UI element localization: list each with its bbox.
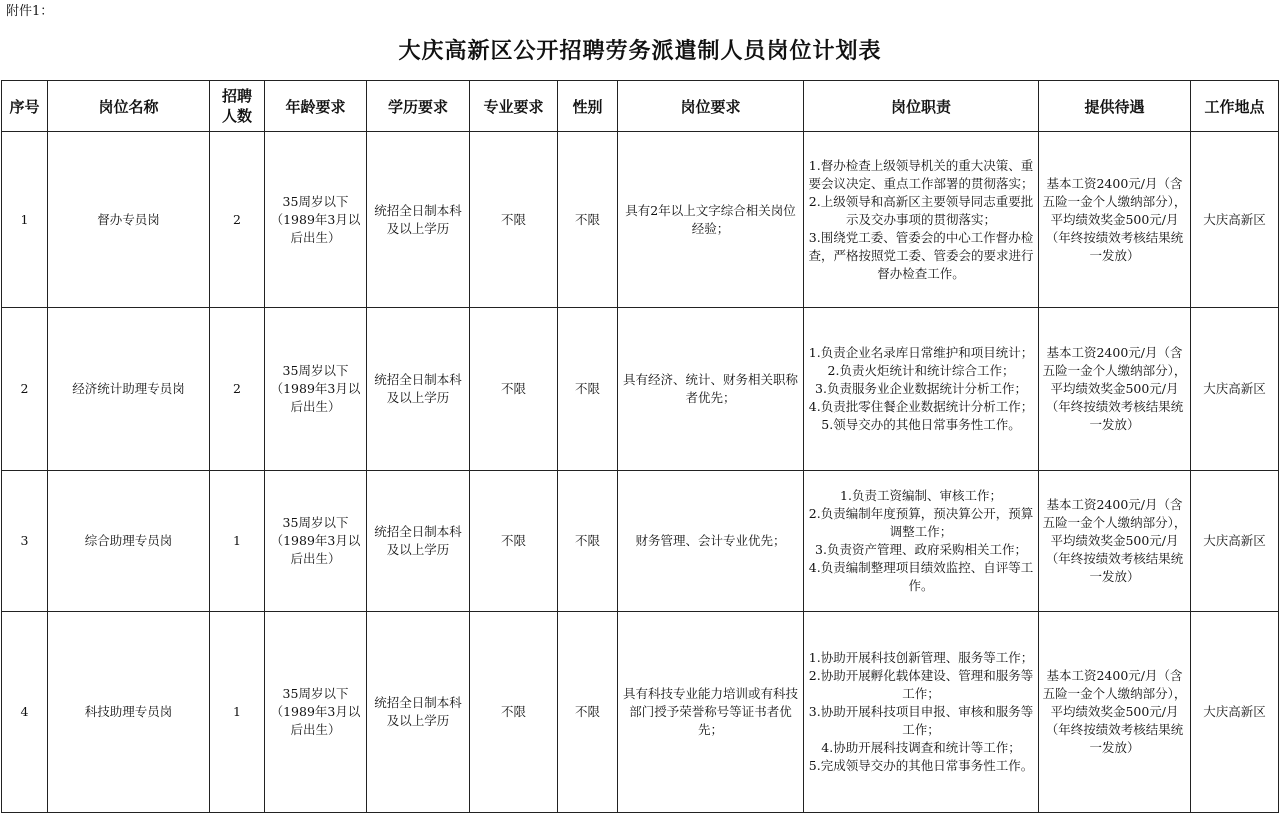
table-header-row	[2, 81, 1279, 132]
cell-benefits: 基本工资2400元/月（含五险一金个人缴纳部分），平均绩效奖金500元/月（年终按绩效考核结果统一发放）	[1039, 308, 1191, 471]
header-age: 年龄要求	[265, 81, 367, 132]
cell-position: 经济统计助理专员岗	[48, 308, 210, 471]
duty-item: 3.协助开展科技项目申报、审核和服务等工作；	[808, 704, 1034, 737]
cell-duties	[804, 471, 1039, 612]
duty-item: 2.上级领导和高新区主要领导同志重要批示及交办事项的贯彻落实；	[808, 193, 1034, 227]
header-location: 工作地点	[1191, 81, 1279, 132]
cell-education: 统招全日制本科及以上学历	[367, 471, 470, 612]
cell-duties	[804, 308, 1039, 471]
cell-location: 大庆高新区	[1191, 471, 1279, 612]
cell-location: 大庆高新区	[1191, 612, 1279, 813]
cell-major: 不限	[470, 612, 558, 813]
cell-position: 督办专员岗	[48, 132, 210, 308]
cell-no: 1	[2, 132, 48, 308]
header-count: 招聘人数	[210, 81, 265, 132]
cell-location: 大庆高新区	[1191, 308, 1279, 471]
cell-duties	[804, 612, 1039, 813]
duty-item: 2.负责编制年度预算，预决算公开，预算调整工作；	[808, 506, 1034, 539]
cell-duties	[804, 132, 1039, 308]
cell-position: 综合助理专员岗	[48, 471, 210, 612]
cell-requirement: 财务管理、会计专业优先；	[618, 471, 804, 612]
header-education: 学历要求	[367, 81, 470, 132]
cell-count: 2	[210, 308, 265, 471]
cell-requirement: 具有科技专业能力培训或有科技部门授予荣誉称号等证书者优先；	[618, 612, 804, 813]
cell-position: 科技助理专员岗	[48, 612, 210, 813]
page-title: 大庆高新区公开招聘劳务派遣制人员岗位计划表	[398, 38, 882, 64]
table-row	[2, 132, 1279, 308]
cell-major: 不限	[470, 132, 558, 308]
header-no: 序号	[2, 81, 48, 132]
cell-requirement: 具有2年以上文字综合相关岗位经验；	[618, 132, 804, 308]
duty-item: 4.负责编制整理项目绩效监控、自评等工作。	[808, 560, 1034, 593]
cell-no: 3	[2, 471, 48, 612]
cell-major: 不限	[470, 308, 558, 471]
cell-location: 大庆高新区	[1191, 132, 1279, 308]
duty-item: 5.完成领导交办的其他日常事务性工作。	[808, 758, 1034, 773]
cell-education: 统招全日制本科及以上学历	[367, 612, 470, 813]
duty-item: 3.围绕党工委、管委会的中心工作督办检查，严格按照党工委、管委会的要求进行督办检查工作。	[808, 229, 1034, 281]
cell-no: 4	[2, 612, 48, 813]
cell-major: 不限	[470, 471, 558, 612]
cell-age: 35周岁以下（1989年3月以后出生）	[265, 471, 367, 612]
duty-item: 1.负责工资编制、审核工作；	[840, 488, 1002, 503]
duty-item: 5.领导交办的其他日常事务性工作。	[821, 417, 1021, 432]
header-benefits: 提供待遇	[1039, 81, 1191, 132]
header-requirement: 岗位要求	[618, 81, 804, 132]
cell-gender: 不限	[558, 308, 618, 471]
header-gender: 性别	[558, 81, 618, 132]
cell-education: 统招全日制本科及以上学历	[367, 308, 470, 471]
cell-count: 2	[210, 132, 265, 308]
cell-benefits: 基本工资2400元/月（含五险一金个人缴纳部分），平均绩效奖金500元/月（年终按绩效考核结果统一发放）	[1039, 132, 1191, 308]
cell-gender: 不限	[558, 471, 618, 612]
cell-count: 1	[210, 612, 265, 813]
cell-gender: 不限	[558, 612, 618, 813]
cell-age: 35周岁以下（1989年3月以后出生）	[265, 132, 367, 308]
duty-item: 2.协助开展孵化载体建设、管理和服务等工作；	[808, 668, 1034, 701]
cell-age: 35周岁以下（1989年3月以后出生）	[265, 612, 367, 813]
cell-benefits: 基本工资2400元/月（含五险一金个人缴纳部分），平均绩效奖金500元/月（年终按绩效考核结果统一发放）	[1039, 471, 1191, 612]
attachment-label: 附件1：	[6, 4, 54, 19]
duty-item: 1.负责企业名录库日常维护和项目统计；	[808, 345, 1034, 360]
cell-count: 1	[210, 471, 265, 612]
duty-item: 1.督办检查上级领导机关的重大决策、重要会议决定、重点工作部署的贯彻落实；	[808, 157, 1034, 191]
table-row	[2, 612, 1279, 813]
header-duties: 岗位职责	[804, 81, 1039, 132]
duty-item: 3.负责资产管理、政府采购相关工作；	[815, 542, 1027, 557]
table-row	[2, 308, 1279, 471]
duty-item: 3.负责服务业企业数据统计分析工作；	[815, 381, 1027, 396]
duty-item: 4.协助开展科技调查和统计等工作；	[821, 740, 1021, 755]
cell-requirement: 具有经济、统计、财务相关职称者优先；	[618, 308, 804, 471]
header-position: 岗位名称	[48, 81, 210, 132]
position-plan-table	[1, 80, 1279, 813]
cell-age: 35周岁以下（1989年3月以后出生）	[265, 308, 367, 471]
cell-education: 统招全日制本科及以上学历	[367, 132, 470, 308]
duty-item: 2.负责火炬统计和统计综合工作；	[827, 363, 1015, 378]
cell-gender: 不限	[558, 132, 618, 308]
header-major: 专业要求	[470, 81, 558, 132]
cell-no: 2	[2, 308, 48, 471]
cell-benefits: 基本工资2400元/月（含五险一金个人缴纳部分），平均绩效奖金500元/月（年终按绩效考核结果统一发放）	[1039, 612, 1191, 813]
duty-item: 4.负责批零住餐企业数据统计分析工作；	[808, 399, 1034, 414]
table-row	[2, 471, 1279, 612]
duty-item: 1.协助开展科技创新管理、服务等工作；	[808, 650, 1034, 665]
